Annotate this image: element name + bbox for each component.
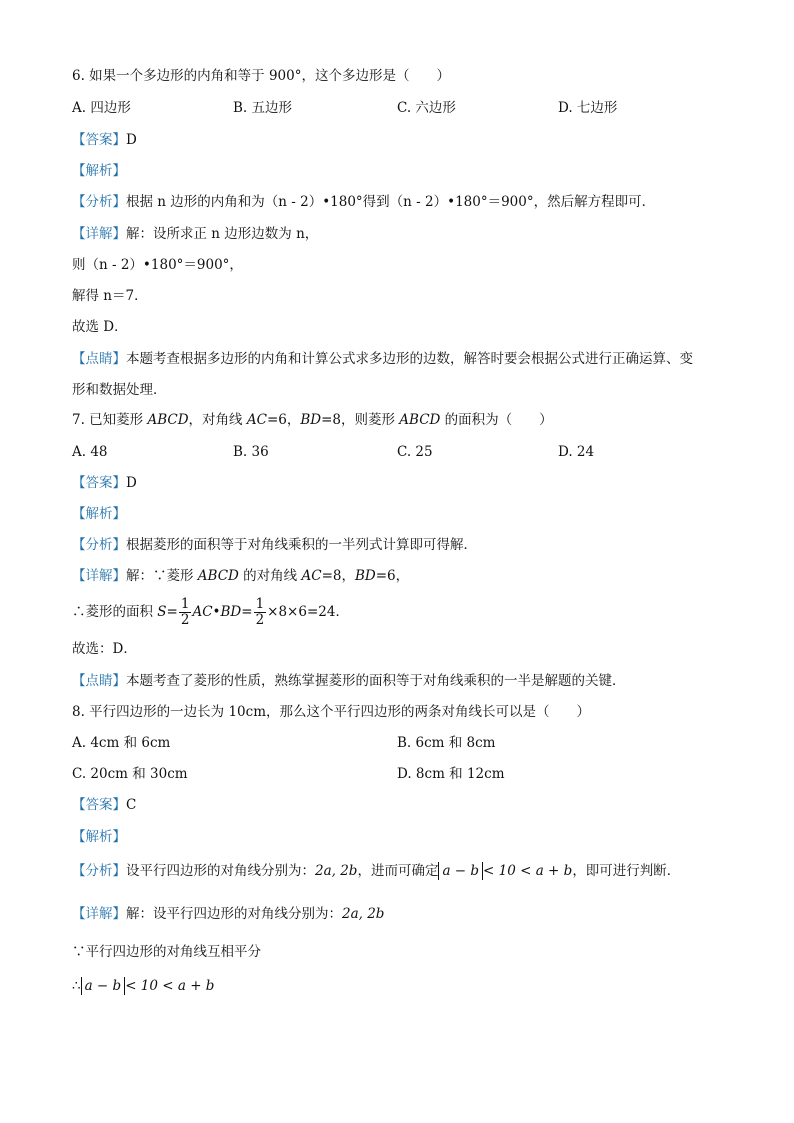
q7-option-b: B. 36: [233, 444, 269, 460]
denominator: 2: [255, 612, 265, 628]
q7-fenxi: [72, 536, 477, 554]
q6-dianjing: [72, 350, 693, 368]
answer-value: C: [126, 797, 137, 813]
text: 解：设平行四边形的对角线分别为：: [126, 906, 342, 922]
xiangjie-text: 解：设所求正 n 边形边数为 n，: [126, 226, 319, 242]
text: ，进而可确定: [357, 863, 439, 879]
fenxi-text: 根据 n 边形的内角和为（n - 2）•180°得到（n - 2）•180°＝900°，然后解方程即可．: [126, 194, 656, 210]
answer-tag: 【答案】: [72, 797, 126, 813]
q6-option-b: B. 五边形: [233, 100, 293, 116]
text: 的对角线: [238, 568, 302, 584]
fenxi-text: 根据菱形的面积等于对角线乘积的一半列式计算即可得解．: [126, 537, 477, 553]
fraction-half: [179, 597, 192, 628]
q7-option-d: D. 24: [558, 444, 595, 460]
var-bd: BD: [354, 568, 376, 584]
q6-option-d: D. 七边形: [558, 100, 618, 116]
q6-fenxi: [72, 193, 655, 211]
dianjing-text: 本题考查根据多边形的内角和计算公式求多边形的边数，解答时要会根据公式进行正确运算、变: [126, 351, 693, 367]
text: =6，: [375, 568, 410, 584]
inequality: < 10 < a + b: [125, 978, 215, 994]
var-ac: AC: [301, 568, 322, 584]
text: =6，: [266, 412, 301, 428]
text: ∴菱形的面积: [72, 604, 158, 620]
var-abcd: ABCD: [197, 568, 239, 584]
text: 的面积为（ ）: [440, 412, 553, 428]
equals: =: [241, 604, 253, 620]
dianjing-tag: 【点睛】: [72, 673, 126, 689]
text: ，即可进行判断．: [572, 863, 681, 879]
var-bd: BD: [300, 412, 322, 428]
q7-area-formula: [72, 596, 349, 628]
text: ，对角线: [188, 412, 247, 428]
xiangjie-tag: 【详解】: [72, 906, 126, 922]
text: 7. 已知菱形: [72, 412, 148, 428]
abs-a-minus-b: a − b: [81, 977, 126, 995]
xiangjie-tag: 【详解】: [72, 226, 126, 242]
q6-xiangjie: [72, 225, 318, 243]
dianjing-tag: 【点睛】: [72, 351, 126, 367]
denominator: 2: [180, 612, 190, 628]
q8-xiangjie: [72, 905, 384, 923]
text: =8，则菱形: [321, 412, 400, 428]
q8-jiexi-tag: 【解析】: [72, 829, 126, 845]
q8-option-d: D. 8cm 和 12cm: [397, 766, 505, 782]
var-acbd: AC•BD: [192, 604, 242, 620]
q6-solution-line: 故选 D．: [72, 319, 128, 335]
q8-stem: 8. 平行四边形的一边长为 10cm，那么这个平行四边形的两条对角线长可以是（ ）: [72, 704, 591, 720]
dianjing-text: 本题考查了菱形的性质，熟练掌握菱形的面积等于对角线乘积的一半是解题的关键．: [126, 673, 626, 689]
answer-value: D: [126, 475, 137, 491]
q7-xiangjie: [72, 567, 409, 585]
text: 解：∵菱形: [126, 568, 198, 584]
fraction-half: [254, 597, 267, 628]
fenxi-tag: 【分析】: [72, 194, 126, 210]
q6-dianjing-cont: 形和数据处理．: [72, 382, 167, 398]
fenxi-tag: 【分析】: [72, 863, 126, 879]
var-2a-2b: 2a, 2b: [342, 906, 385, 922]
numerator: 1: [255, 596, 265, 612]
q7-guxuan: 故选：D．: [72, 641, 137, 657]
q6-option-a: A. 四边形: [72, 100, 131, 116]
fenxi-tag: 【分析】: [72, 537, 126, 553]
var-2a-2b: 2a, 2b: [315, 863, 358, 879]
q7-stem: [72, 411, 553, 429]
q6-jiexi-tag: 【解析】: [72, 163, 126, 179]
q8-answer: [72, 796, 136, 814]
answer-tag: 【答案】: [72, 475, 126, 491]
q6-option-c: C. 六边形: [397, 100, 456, 116]
q8-option-c: C. 20cm 和 30cm: [72, 766, 188, 782]
equals: =: [166, 604, 178, 620]
var-s: S: [157, 604, 167, 620]
q7-option-a: A. 48: [72, 444, 108, 460]
q7-jiexi-tag: 【解析】: [72, 506, 126, 522]
q6-answer: [72, 131, 137, 149]
var-ac: AC: [246, 412, 267, 428]
answer-tag: 【答案】: [72, 132, 126, 148]
q7-option-c: C. 25: [397, 444, 433, 460]
q6-solution-line: 则（n - 2）•180°＝900°，: [72, 257, 243, 273]
var-abcd: ABCD: [147, 412, 189, 428]
q8-option-a: A. 4cm 和 6cm: [72, 735, 171, 751]
numerator: 1: [180, 596, 190, 612]
text: =8，: [321, 568, 355, 584]
q7-dianjing: [72, 672, 626, 690]
xiangjie-tag: 【详解】: [72, 568, 126, 584]
q8-inequality-line: [72, 977, 214, 995]
q8-option-b: B. 6cm 和 8cm: [397, 735, 496, 751]
text: 设平行四边形的对角线分别为：: [126, 863, 315, 879]
inequality: < 10 < a + b: [483, 863, 573, 879]
q6-stem: 6. 如果一个多边形的内角和等于 900°，这个多边形是（ ）: [72, 68, 450, 84]
q8-fenxi: [72, 862, 680, 880]
q8-solution-line: ∵平行四边形的对角线互相平分: [72, 944, 261, 960]
q6-solution-line: 解得 n＝7．: [72, 288, 148, 304]
therefore-symbol: ∴: [72, 978, 81, 994]
abs-a-minus-b: a − b: [438, 862, 483, 880]
answer-value: D: [126, 132, 137, 148]
var-abcd: ABCD: [399, 412, 441, 428]
q7-answer: [72, 474, 137, 492]
text: ×8×6=24．: [267, 604, 349, 620]
